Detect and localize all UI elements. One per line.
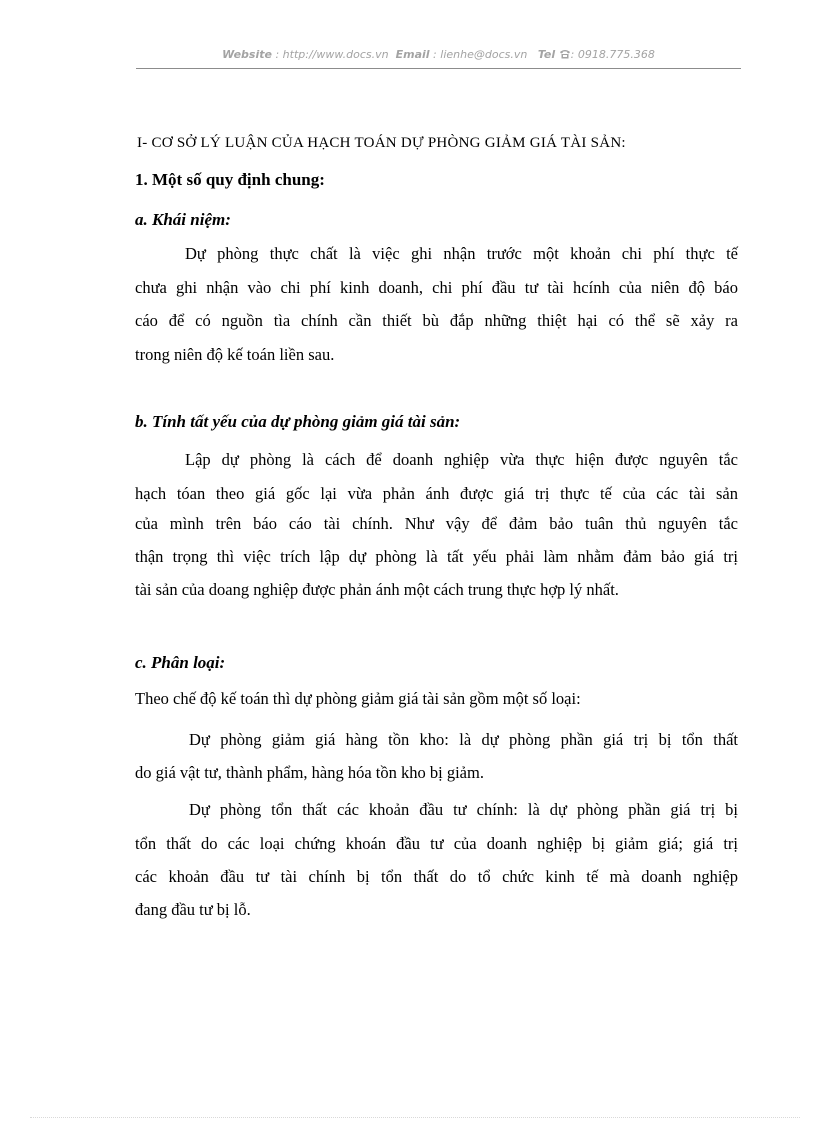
page-header [136,46,741,69]
email-link[interactable]: lienhe@docs.vn [440,48,528,61]
email-separator: : [429,48,441,61]
concept-line: cáo để có nguồn tìa chính cần thiết bù đắp những thiệt hại có thể sẽ xảy ra [135,311,738,330]
concept-line: trong niên độ kế toán liền sau. [135,345,335,364]
concept-line: chưa ghi nhận vào chi phí kinh doanh, chi phí đầu tư tài hcính của niên độ báo [135,278,738,297]
website-separator: : [271,48,283,61]
footer-divider [30,1117,800,1118]
necessity-line: hạch tóan theo giá gốc lại vừa phản ánh được giá trị thực tế của các tài sản [135,484,738,503]
necessity-line: tài sản của doang nghiệp được phản ánh một cách trung thực hợp lý nhất. [135,580,619,599]
concept-line: Dự phòng thực chất là việc ghi nhận trước một khoản chi phí thực tế [185,244,738,263]
necessity-line: của mình trên báo cáo tài chính. Như vậy để đảm bảo tuân thủ nguyên tắc [135,514,738,533]
necessity-heading: b. Tính tất yếu của dự phòng giảm giá tài sản: [135,412,461,431]
tel-number: : 0918.775.368 [570,48,655,61]
website-label: Website [222,48,272,61]
website-url-link[interactable]: http://www.docs.vn [282,48,389,61]
investment-provision-line: các khoản đầu tư tài chính bị tổn thất do tổ chức kinh tế mà doanh nghiệp [135,867,738,886]
investment-provision-line: đang đầu tư bị lỗ. [135,900,251,919]
tel-label: Tel [537,48,556,61]
section-title: I- CƠ SỞ LÝ LUẬN CỦA HẠCH TOÁN DỰ PHÒNG GIẢM GIÁ TÀI SẢN: [137,135,626,151]
inventory-provision-line: Dự phòng giảm giá hàng tồn kho: là dự phòng phần giá trị bị tổn thất [189,730,738,749]
necessity-line: Lập dự phòng là cách để doanh nghiệp vừa thực hiện được nguyên tắc [185,450,738,469]
investment-provision-line: tổn thất do các loại chứng khoán đầu tư của doanh nghiệp bị giảm giá; giá trị [135,834,738,853]
necessity-line: thận trọng thì việc trích lập dự phòng là tất yếu phải làm nhằm đảm bảo giá trị [135,547,738,566]
subsection-title: 1. Một số quy định chung: [135,170,325,189]
concept-heading: a. Khái niệm: [135,210,231,229]
inventory-provision-line: do giá vật tư, thành phẩm, hàng hóa tồn kho bị giảm. [135,763,484,782]
classification-heading: c. Phân loại: [135,653,226,672]
email-label: Email [395,48,430,61]
classification-intro: Theo chế độ kế toán thì dự phòng giảm giá tài sản gồm một số loại: [135,689,581,708]
investment-provision-line: Dự phòng tổn thất các khoản đầu tư chính: là dự phòng phần giá trị bị [189,800,738,819]
telephone-icon [559,49,571,59]
